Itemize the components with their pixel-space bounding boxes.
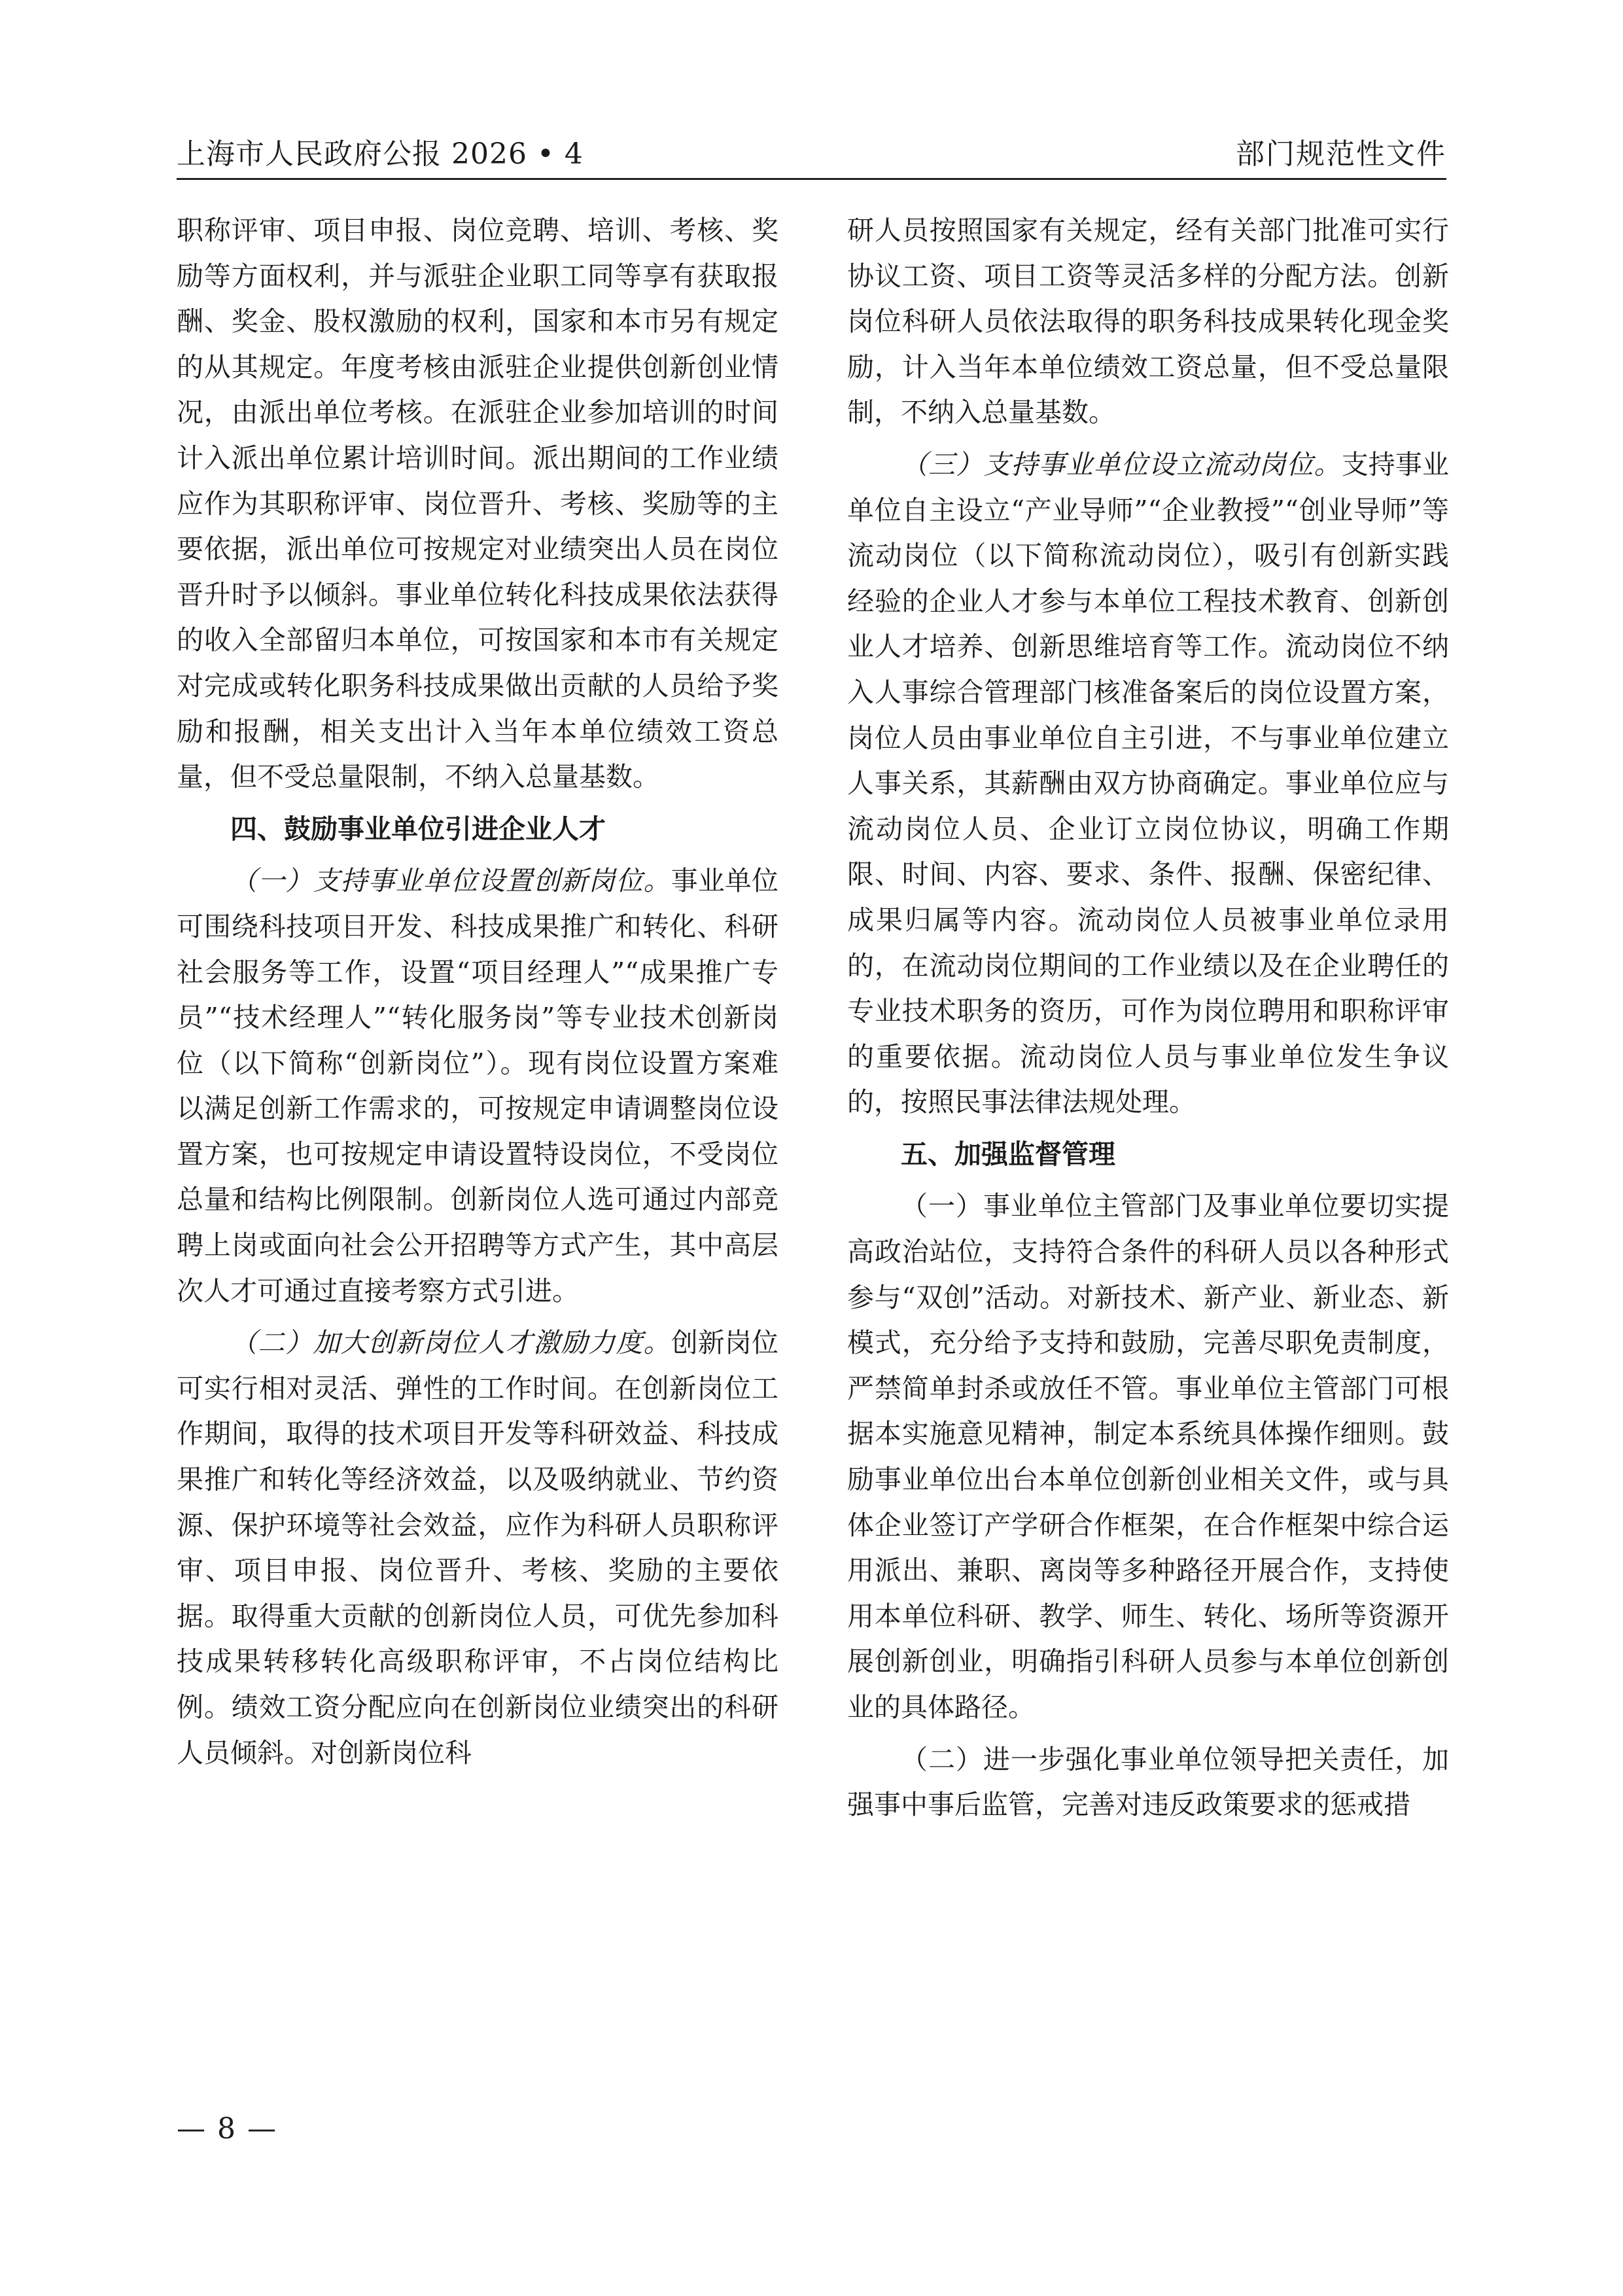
paragraph (177, 858, 778, 1314)
subheading-lead: （三）支持事业单位设立流动岗位。 (901, 448, 1342, 480)
section-heading-5: 五、加强监督管理 (901, 1138, 1115, 1170)
subheading-lead: （一）支持事业单位设置创新岗位。 (230, 865, 671, 897)
paragraph-body: 支持事业单位自主设立“产业导师”“企业教授”“创业导师”等流动岗位（以下简称流动岗位），吸引有创新实践经验的企业人才参与本单位工程技术教育、创新创业人才培养、创新思维培育等工作。流动岗位不纳入人事综合管理部门核准备案后的岗位设置方案，岗位人员由事业单位自主引进，不与事业单位建立人事关系，其薪酬由双方协商确定。事业单位应与流动岗位人员、企业订立岗位协议，明确工作期限、时间、内容、要求、条件、报酬、保密纪律、成果归属等内容。流动岗位人员被事业单位录用的，在流动岗位期间的工作业绩以及在企业聘任的专业技术职务的资历，可作为岗位聘用和职称评审的重要依据。流动岗位人员与事业单位发生争议的，按照民事法律法规处理。 (847, 448, 1450, 1118)
paragraph: 研人员按照国家有关规定，经有关部门批准可实行协议工资、项目工资等灵活多样的分配方法。创新岗位科研人员依法取得的职务科技成果转化现金奖励，计入当年本单位绩效工资总量，但不受总量限制，不纳入总量基数。 (847, 215, 1449, 429)
paragraph: （二）进一步强化事业单位领导把关责任，加强事中事后监管，完善对违反政策要求的惩戒措 (847, 1743, 1449, 1821)
right-column (847, 208, 1449, 1828)
header-rule (177, 178, 1446, 180)
left-column (177, 208, 778, 1776)
paragraph (847, 442, 1449, 1125)
subheading-lead: （二）加大创新岗位人才激励力度。 (230, 1327, 671, 1359)
page-number: — 8 — (177, 2112, 277, 2146)
paragraph: （一）事业单位主管部门及事业单位要切实提高政治站位，支持符合条件的科研人员以各种形式参与“双创”活动。对新技术、新产业、新业态、新模式，充分给予支持和鼓励，完善尽职免责制度，严禁简单封杀或放任不管。事业单位主管部门可根据本实施意见精神，制定本系统具体操作细则。鼓励事业单位出台本单位创新创业相关文件，或与具体企业签订产学研合作框架，在合作框架中综合运用派出、兼职、离岗等多种路径开展合作，支持使用本单位科研、教学、师生、转化、场所等资源开展创新创业，明确指引科研人员参与本单位创新创业的具体路径。 (847, 1190, 1449, 1723)
paragraph: 职称评审、项目申报、岗位竞聘、培训、考核、奖励等方面权利，并与派驻企业职工同等享有获取报酬、奖金、股权激励的权利，国家和本市另有规定的从其规定。年度考核由派驻企业提供创新创业情况，由派出单位考核。在派驻企业参加培训的时间计入派出单位累计培训时间。派出期间的工作业绩应作为其职称评审、岗位晋升、考核、奖励等的主要依据，派出单位可按规定对业绩突出人员在岗位晋升时予以倾斜。事业单位转化科技成果依法获得的收入全部留归本单位，可按国家和本市有关规定对完成或转化职务科技成果做出贡献的人员给予奖励和报酬，相关支出计入当年本单位绩效工资总量，但不受总量限制，不纳入总量基数。 (177, 215, 778, 793)
paragraph-body: 创新岗位可实行相对灵活、弹性的工作时间。在创新岗位工作期间，取得的技术项目开发等科研效益、科技成果推广和转化等经济效益，以及吸纳就业、节约资源、保护环境等社会效益，应作为科研人员职称评审、项目申报、岗位晋升、考核、奖励的主要依据。取得重大贡献的创新岗位人员，可优先参加科技成果转移转化高级职称评审，不占岗位结构比例。绩效工资分配应向在创新岗位业绩突出的科研人员倾斜。对创新岗位科 (177, 1327, 779, 1769)
paragraph-body: 事业单位可围绕科技项目开发、科技成果推广和转化、科研社会服务等工作，设置“项目经理人”“成果推广专员”“技术经理人”“转化服务岗”等专业技术创新岗位（以下简称“创新岗位”）。现有岗位设置方案难以满足创新工作需求的，可按规定申请调整岗位设置方案，也可按规定申请设置特设岗位，不受岗位总量和结构比例限制。创新岗位人选可通过内部竞聘上岗或面向社会公开招聘等方式产生，其中高层次人才可通过直接考察方式引进。 (177, 865, 779, 1307)
section-title: 部门规范性文件 (1236, 137, 1446, 171)
page-header (177, 134, 1446, 180)
paragraph (177, 1320, 778, 1776)
journal-title: 上海市人民政府公报 2026 • 4 (177, 137, 584, 171)
section-heading-4: 四、鼓励事业单位引进企业人才 (230, 813, 606, 845)
